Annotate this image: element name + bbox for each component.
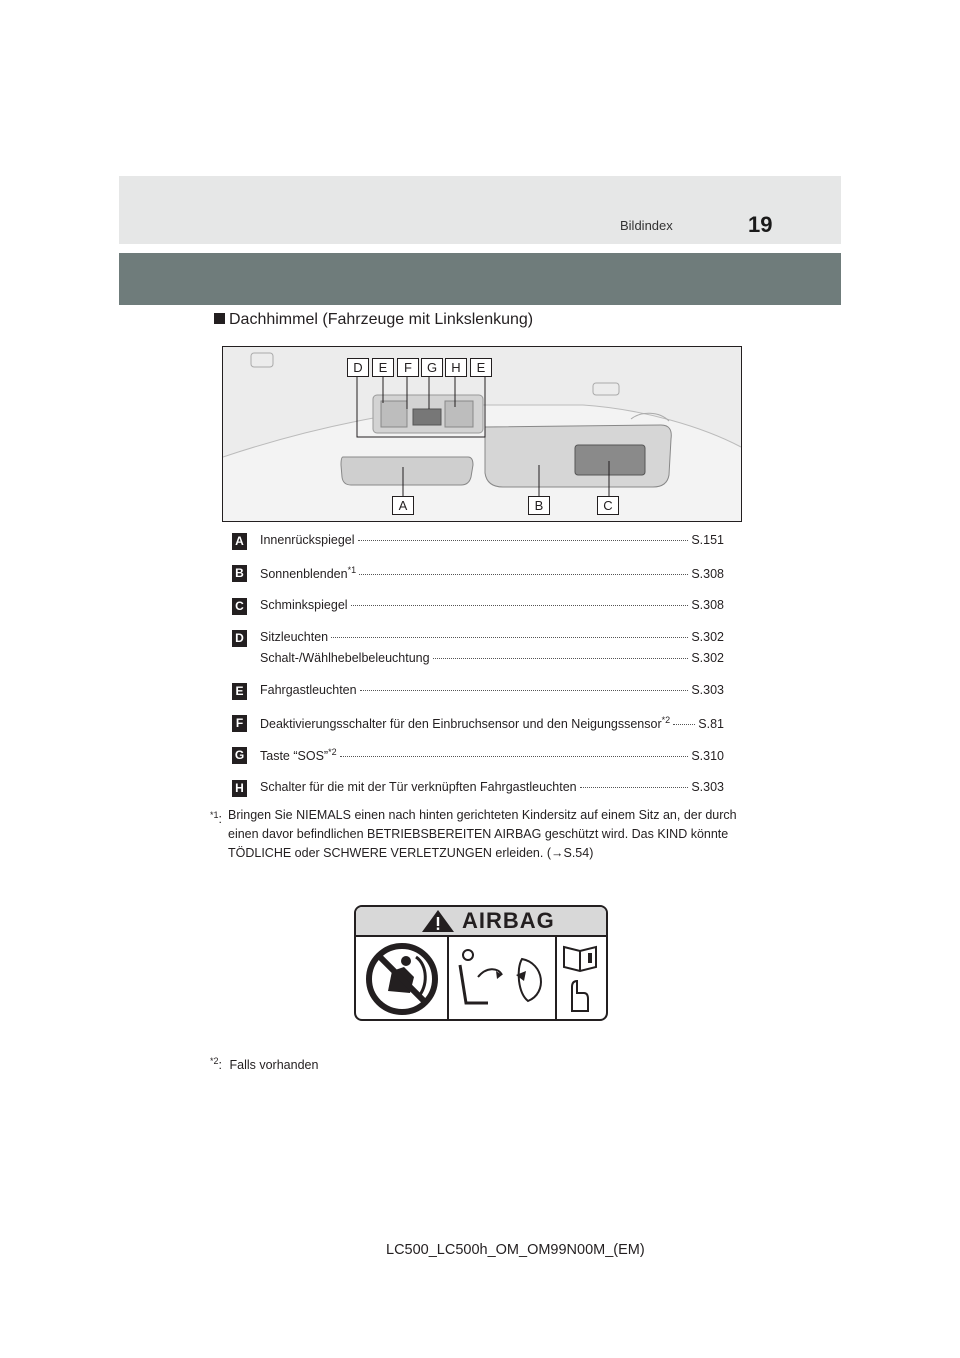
page-number: 19 (748, 212, 773, 237)
index-entry (232, 747, 724, 767)
section-heading-text: Dachhimmel (Fahrzeuge mit Linkslenkung) (229, 311, 534, 328)
entry-page-ref[interactable]: S.81 (698, 717, 724, 732)
leader-dots (360, 690, 689, 691)
index-entry (232, 683, 724, 703)
leader-dots (351, 605, 689, 606)
footnote-line: Bringen Sie NIEMALS einen nach hinten gerichteten Kindersitz auf einem Sitz an, der durch (228, 808, 737, 822)
callout-h: H (445, 358, 467, 377)
entry-page-ref[interactable]: S.310 (691, 749, 724, 764)
header-band (119, 176, 841, 244)
leader-dots (359, 574, 688, 575)
footnote-1 (210, 806, 737, 863)
footnote-mark: *1 (347, 565, 357, 575)
entry-row[interactable] (260, 533, 724, 547)
console-switches (413, 409, 441, 425)
callout-g: G (421, 358, 443, 377)
entry-row[interactable] (260, 780, 724, 794)
callout-c: C (597, 496, 619, 515)
no-child-seat-icon (369, 946, 435, 1012)
entry-label-text: Deaktivierungsschalter für den Einbruchsensor und den Neigungssensor (260, 717, 662, 732)
entry-label: Fahrgastleuchten (260, 683, 357, 697)
entry-label (260, 565, 356, 581)
leader-dots (673, 724, 695, 725)
section-heading (214, 311, 533, 329)
footnote-2 (210, 1052, 318, 1075)
entry-key-badge: C (232, 598, 247, 615)
entry-key-badge: H (232, 780, 247, 797)
entry-key-badge: A (232, 533, 247, 550)
footnote-text: Falls vorhanden (229, 1058, 319, 1073)
entry-label: Schminkspiegel (260, 598, 348, 612)
footnote-mark: $^{*1}$: (210, 810, 222, 827)
leader-dots (580, 787, 689, 788)
index-entry (232, 780, 724, 800)
entry-label: Innenrückspiegel (260, 533, 355, 547)
entry-row[interactable] (260, 630, 724, 644)
entry-page-ref[interactable]: S.302 (691, 630, 724, 644)
vanity-mirror (575, 445, 645, 475)
entry-page-ref[interactable]: S.303 (691, 780, 724, 794)
entry-page-ref[interactable]: S.308 (691, 567, 724, 582)
callout-d: D (347, 358, 369, 377)
entry-key-badge: G (232, 747, 247, 764)
index-entry (232, 598, 724, 618)
callout-b: B (528, 496, 550, 515)
rearview-mirror (341, 457, 473, 485)
airbag-label-header (356, 907, 606, 937)
airbag-label-title: AIRBAG (462, 908, 555, 933)
leader-dots (358, 540, 689, 541)
entry-key-badge: F (232, 715, 247, 732)
callout-e: E (372, 358, 394, 377)
square-bullet-icon (214, 313, 225, 324)
entry-label: Schalter für die mit der Tür verknüpften Fahrgastleuchten (260, 780, 577, 794)
airbag-pictograms (356, 937, 606, 1021)
index-entry (232, 533, 724, 553)
airbag-deploy-icon (460, 950, 541, 1003)
footnote-mark-text: *1 (210, 810, 219, 820)
index-entry (232, 630, 724, 665)
entry-row[interactable] (260, 598, 724, 612)
footnote-mark: $^{*2}$: (210, 1056, 222, 1073)
entry-row[interactable] (260, 747, 724, 763)
leader-dots (340, 756, 689, 757)
entry-label-text: Taste “SOS” (260, 749, 329, 764)
leader-dots (331, 637, 688, 638)
entry-label (260, 747, 337, 763)
entry-label: Schalt-/Wählhebelbeleuchtung (260, 651, 430, 665)
airbag-warning-label (354, 905, 608, 1021)
footnote-line: einen davor befindlichen BETRIEBSBEREITEN AIRBAG geschützt wird. Das KIND könnte (228, 827, 729, 841)
entry-row-secondary[interactable] (260, 651, 724, 665)
entry-row[interactable] (260, 715, 724, 731)
entry-key-badge: B (232, 565, 247, 582)
entry-page-ref[interactable]: S.308 (691, 598, 724, 612)
callout-f: F (397, 358, 419, 377)
entry-row[interactable] (260, 683, 724, 697)
entry-label-text: Sonnenblenden (260, 567, 348, 582)
callout-a: A (392, 496, 414, 515)
footnote-line: TÖDLICHE oder SCHWERE VERLETZUNGEN erleiden. (→S.54) (228, 846, 594, 860)
entry-key-badge: E (232, 683, 247, 700)
entry-label (260, 715, 670, 731)
footnote-mark-text: *2 (210, 1056, 219, 1066)
leader-dots (433, 658, 689, 659)
footnote-mark: *2 (328, 747, 337, 757)
entry-label: Sitzleuchten (260, 630, 329, 644)
index-entry (232, 715, 724, 735)
entry-page-ref[interactable]: S.151 (691, 533, 724, 547)
document-code-footer: LC500_LC500h_OM_OM99N00M_(EM) (386, 1242, 645, 1258)
callout-e2: E (470, 358, 492, 377)
console-lamp-left (381, 401, 407, 427)
entry-page-ref[interactable]: S.302 (691, 651, 724, 665)
console-lamp-right (445, 401, 473, 427)
section-band (119, 253, 841, 305)
index-entry (232, 565, 724, 585)
entry-key-badge: D (232, 630, 247, 647)
entry-page-ref[interactable]: S.303 (691, 683, 724, 697)
manual-book-icon (564, 947, 596, 1011)
entry-row[interactable] (260, 565, 724, 581)
warning-triangle-icon (418, 907, 458, 935)
footnote-mark: *2 (661, 715, 671, 725)
footnote-body (228, 806, 737, 863)
header-section-title: Bildindex (620, 218, 673, 233)
